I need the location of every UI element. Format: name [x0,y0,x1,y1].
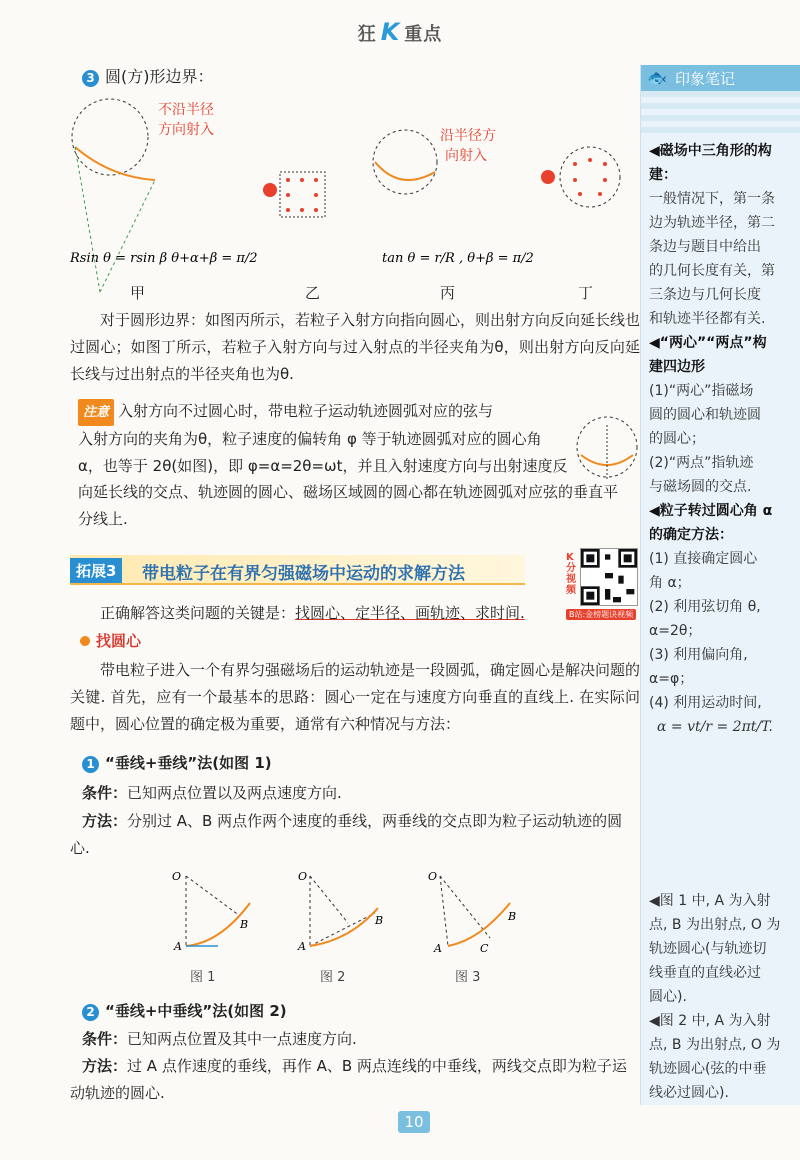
sidebar-notes [640,65,800,1105]
boundary-figures [70,92,640,292]
handwriting-note: 方向射入 [158,122,214,138]
sidebar-line: α=2θ； [649,623,702,639]
sidebar-stripes [641,91,800,139]
number-badge: 1 [82,756,99,773]
method-text: 过 A 点作速度的垂线，再作 A、B 两点连线的中垂线，两线交点即为粒子运动轨迹的圆心. [70,1057,627,1102]
sidebar-section-2-title-a: ◀“两心”“两点”构 [649,335,767,351]
sidebar-line: 条边与题目中给出 [649,239,761,255]
radius-line [100,180,155,292]
sidebar-formula: α = vt/r = 2πt/T. [657,719,773,735]
charge-icon [263,183,277,197]
bullet-icon [79,635,92,648]
note-line-5: 分线上. [78,510,128,528]
para-round-boundary: 对于圆形边界：如图丙所示，若粒子入射方向指向圆心，则出射方向反向延长线也过圆心；如图丁所示，若粒子入射方向与过入射点的半径夹角为θ，则出射方向反向延长线与过出射点的半径夹角也为θ. [70,311,641,383]
method-figures [170,868,530,968]
sidebar-section-3-title-b: 的确定方法： [649,527,733,543]
page-number: 10 [398,1111,430,1133]
sidebar-line: 一般情况下，第一条 [649,191,775,207]
radius-line [75,147,100,292]
svg-text:B: B [508,910,517,923]
figure-2 [297,870,383,953]
sidebar-line: (1)“两心”指磁场 [649,383,754,399]
method-text: 分别过 A、B 两点作两个速度的垂线，两垂线的交点即为粒子运动轨迹的圆心. [70,812,623,857]
figure-2-caption: 图 2 [320,970,346,985]
label-ding: 丁 [578,284,594,302]
sidebar-line: 与磁场圆的交点. [649,479,752,495]
figure-3 [428,870,516,955]
sidebar-section-3 [641,499,800,739]
formula: tan θ = r/R , θ+β = π/2 [382,251,534,266]
section-3-title: 圆(方)形边界： [105,67,214,86]
svg-text:O: O [172,870,182,883]
svg-text:B: B [375,914,384,927]
method-label: 方法： [82,812,128,830]
svg-text:A: A [298,940,306,953]
field-dots [573,158,607,196]
svg-text:O: O [428,870,438,883]
sidebar-line: 点, B 为出射点, O 为 [649,1037,781,1053]
qr-footer: B站:金榜题诀视频 [566,609,636,620]
sidebar-line: 圆的圆心和轨迹圆 [649,407,761,423]
sidebar-line: 线必过圆心). [649,1085,729,1101]
number-badge: 2 [82,1004,99,1021]
method-1-title: “垂线+垂线”法(如图 1) [105,754,272,772]
qr-code[interactable] [580,548,638,606]
method-2-condition [82,1026,357,1053]
method-1-heading [82,752,272,773]
number-badge: 3 [82,70,99,87]
extension-bar [70,555,525,585]
sidebar-line: 点, B 为出射点, O 为 [649,917,781,933]
condition-text: 已知两点位置以及两点速度方向. [127,784,342,802]
para-find-center: 带电粒子进入一个有界匀强磁场后的运动轨迹是一段圆弧，确定圆心是解决问题的关键. 首先，应有一个最基本的思路：圆心一定在与速度方向垂直的直线上. 在实际问题中，圆心位置的确定极为重要，通常有六种情况与方法： [70,661,641,733]
note-line-1 [78,398,573,426]
field-dots [286,178,318,212]
sidebar-line: 的几何长度有关，第 [649,263,775,279]
sidebar-note-2 [641,1009,800,1105]
condition-text: 已知两点位置及其中一点速度方向. [127,1030,357,1048]
sidebar-line: 和轨迹半径都有关. [649,311,766,327]
method-2-method [70,1053,640,1107]
sidebar-title: 印象笔记 [675,70,736,88]
formula: Rsin θ = rsin β θ+α+β = π/2 [70,251,258,266]
extension-tag: 拓展3 [70,558,122,583]
note-line-3: α，也等于 2θ(如图)，即 φ=α=2θ=ωt，并且入射速度方向与出射速度反 [78,457,568,475]
sidebar-line: α=φ； [649,671,694,687]
condition-label: 条件： [82,784,128,802]
sidebar-line: (2) 利用弦切角 θ, [649,599,761,615]
sidebar-line: (1) 直接确定圆心 [649,551,758,567]
note-diagram [575,405,640,490]
find-center-heading [80,630,141,651]
figure-1-caption: 图 1 [190,970,216,985]
sidebar-header [641,65,800,91]
svg-text:C: C [480,942,489,955]
key-line-b: 找圆心、定半径、画轨迹、求时间. [295,604,525,622]
sidebar-line: 边为轨迹半径，第二 [649,215,775,231]
sidebar-note-1 [641,889,800,1009]
sidebar-spacer [641,739,800,889]
svg-text:A: A [434,942,442,955]
note-line-4: 向延长线的交点、轨迹圆的圆心、磁场区域圆的圆心都在轨迹圆弧对应弦的垂直平 [78,483,619,501]
sidebar-section-2 [641,331,800,499]
sidebar-line: (4) 利用运动时间, [649,695,762,711]
trajectory-arc [375,162,435,180]
svg-text:O: O [298,870,308,883]
fish-icon: 🐟 [647,68,667,87]
figure-3-caption: 图 3 [455,970,481,985]
qr-label: K分视频 [566,552,576,596]
label-jia: 甲 [130,284,146,302]
header-right: 重点 [404,24,443,45]
page-header [0,18,800,46]
field-circle [72,99,148,175]
sidebar-line: 圆心). [649,989,687,1005]
k-logo-icon: K [380,18,401,46]
method-1-method [70,808,640,862]
field-circle [560,147,620,207]
condition-label: 条件： [82,1030,128,1048]
note-block [78,398,573,480]
charge-icon [541,170,555,184]
find-center-title: 找圆心 [96,632,142,650]
method-2-heading [82,1000,287,1021]
sidebar-line: ◀图 1 中, A 为入射 [649,893,771,909]
field-circle [373,130,437,194]
sidebar-line: 的圆心； [649,431,705,447]
handwriting-note: 不沿半径 [158,102,214,118]
sidebar-line: 轨迹圆心(与轨迹切 [649,941,767,957]
sidebar-line: (2)“两点”指轨迹 [649,455,754,471]
sidebar-line: (3) 利用偏向角, [649,647,748,663]
method-label: 方法： [82,1057,128,1075]
sidebar-section-3-title-a: ◀粒子转过圆心角 α [649,503,773,519]
handwriting-note: 沿半径方 [440,128,496,144]
qr-code-icon [581,549,637,605]
sidebar-line: 三条边与几何长度 [649,287,761,303]
method-1-condition [82,780,342,807]
sidebar-section-1 [641,139,800,331]
sidebar-line: 线垂直的直线必过 [649,965,761,981]
svg-text:B: B [240,918,249,931]
figure-1 [172,870,250,953]
handwriting-note: 向射入 [445,148,487,164]
sidebar-line: 角 α； [649,575,691,591]
header-left: 狂 [357,24,377,45]
note-line-2: 入射方向的夹角为θ，粒子速度的偏转角 φ 等于轨迹圆弧对应的圆心角 [78,430,542,448]
label-yi: 乙 [305,284,321,302]
method-2-title: “垂线+中垂线”法(如图 2) [105,1002,287,1020]
svg-text:A: A [174,940,182,953]
label-bing: 丙 [440,284,456,302]
key-line [70,600,640,627]
key-line-a: 正确解答这类问题的关键是： [100,604,296,622]
sidebar-section-2-title-b: 建四边形 [649,359,705,375]
extension-title: 带电粒子在有界匀强磁场中运动的求解方法 [142,564,465,584]
sidebar-line: ◀图 2 中, A 为入射 [649,1013,771,1029]
sidebar-section-1-title: ◀磁场中三角形的构建： [649,143,772,183]
note-text: 入射方向不过圆心时，带电粒子运动轨迹圆弧对应的弦与 [118,402,494,420]
section-3-heading [82,64,214,87]
note-block-cont [78,479,643,533]
sidebar-line: 轨迹圆心(弦的中垂 [649,1061,767,1077]
note-tag: 注意 [78,399,114,426]
